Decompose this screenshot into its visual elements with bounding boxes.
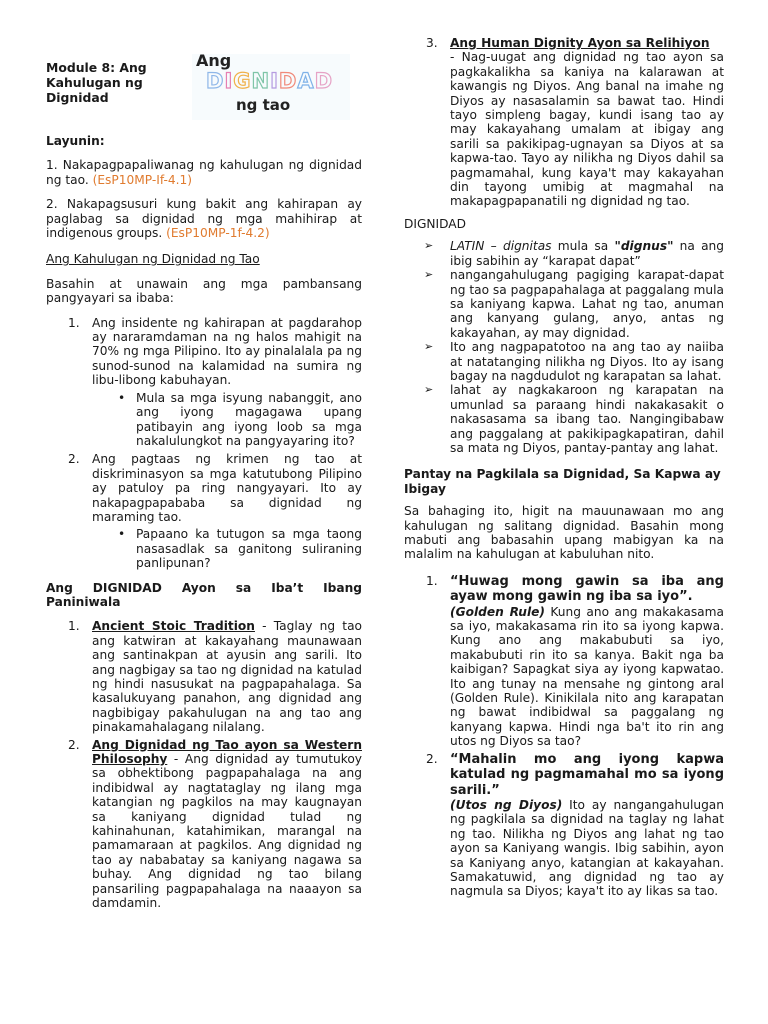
belief-title: Ang Dignidad ng Tao ayon sa Western Philosophy xyxy=(92,737,362,767)
objective-text: Nakapagsusuri kung bakit ang kahirapan ay paglabag sa dignidad ng mga mahihirap at indigenous groups. xyxy=(46,197,363,241)
event-item: 2. Ang pagtaas ng krimen ng tao at diskriminasyon sa mga katutubong Pilipino ay patuloy pa ring nangyayari. Ito ay nakapagpapababa sa dignidad ng maraming tao. xyxy=(68,452,362,524)
logo-bottom-text: ng tao xyxy=(236,96,291,114)
logo-letter: D xyxy=(206,69,225,93)
left-column xyxy=(46,0,362,914)
logo-letter: D xyxy=(278,69,298,93)
rule-item: 2. “Mahalin mo ang iyong kapwa katulad ng pagmamahal mo sa iyong sarili.” (Utos ng Diyos) Ito ay nangangahulugan ng pagkilala sa dignidad na taglay ng lahat ng tao. Nilikha ng Diyos ang lahat ng tao ayon sa Kaniyang wangis. Ibig sabihin, ayon sa Kaniyang anyo, katangian at kakayahan. Samakatuwid, ang dignidad ng tao ay nagmula sa Diyos; kaya't ito ay likas sa tao. xyxy=(426,751,724,899)
module-title: Module 8: Ang Kahulugan ng Dignidad xyxy=(46,60,147,105)
logo-letter: I xyxy=(224,69,234,93)
belief-item: 2. Ang Dignidad ng Tao ayon sa Western Philosophy - Ang dignidad ay tumutukoy sa obhektibong pagpapahalaga na ang indibidwal ay nagtataglay ng ilang mga katangian ng pagkilos na may kaugnayan sa kaniyang dignidad tulad ng kahinahunan, katahimikan, marangal na pamamaraan at pagkilos. Ang dignidad ng tao ay nababatay sa kaniyang nagawa sa buhay. Ang dignidad ng tao bilang pansariling pagpapahalaga na naaayon sa damdamin. xyxy=(68,737,362,911)
dignidad-point: ➢ LATIN – dignitas mula sa "dignus" na ang ibig sabihin ay “karapat dapat” xyxy=(424,239,724,268)
belief-item-3: 3. Ang Human Dignity Ayon sa Relihiyon - Nag-uugat ang dignidad ng tao ayon sa pagkakalikha sa kaniya na kalarawan at kawangis ng Diyos. Ang banal na imahe ng Diyos ay nasasalamin sa bawat tao. Hindi tayo simpleng bagay, kundi isang tao ay may kakayahang umalam at ibigay ang sarili sa pakikipag-ugnayan sa Diyos at sa kapwa-tao. Tayo ay nilikha ng Diyos dahil sa pagmamahal, kung kaya't may kakayahan din tayong umibig at magmahal na makapagpapanatili ng dignidad ng tao. xyxy=(426,36,724,209)
logo-dignidad-text xyxy=(206,69,334,93)
layunin-heading: Layunin: xyxy=(46,134,105,148)
logo-letter: I xyxy=(270,69,279,93)
rules-list xyxy=(404,574,724,899)
dignidad-heading: DIGNIDAD xyxy=(404,216,467,231)
paniniwala-heading-2: Paniniwala xyxy=(46,594,121,609)
logo-top-text: Ang xyxy=(196,51,232,70)
rule-item: 1. “Huwag mong gawin sa iba ang ayaw mong gawin ng iba sa iyo”. (Golden Rule) Kung ano ang makakasama sa iyo, makakasama rin ito sa iyong kapwa. Kung ano ang makabubuti sa iyo, makabubuti rin ito sa kanya. Bakit nga ba kaibigan? Sapagkat siya ay iyong kapwatao. Ito ang tunay na mensahe ng gintong aral (Golden Rule). Kinikilala nito ang karapatan ng bawat indibidwal sa paggalang ng kanyang kapwa. Hindi nga ba't ito rin ang utos ng Diyos sa tao? xyxy=(426,573,724,749)
objective-1: 1. Nakapagpapaliwanag ng kahulugan ng dignidad ng tao. (EsP10MP-If-4.1) xyxy=(46,158,363,187)
rule-label: (Golden Rule) xyxy=(450,604,545,619)
objective-text: Nakapagpapaliwanag ng kahulugan ng dignidad ng tao. xyxy=(46,158,363,187)
logo-letter: N xyxy=(251,69,271,93)
event-bullet: • Papaano ka tutugon sa mga taong nasasadlak sa ganitong suliraning panlipunan? xyxy=(118,527,362,571)
rule-quote: “Huwag mong gawin sa iba ang ayaw mong gawin ng iba sa iyo”. xyxy=(450,573,724,605)
kahulugan-heading: Ang Kahulugan ng Dignidad ng Tao xyxy=(46,252,260,267)
beliefs-list xyxy=(46,619,362,910)
objective-2: 2. Nakapagsusuri kung bakit ang kahirapan ay paglabag sa dignidad ng mga mahihirap at indigenous groups. (EsP10MP-1f-4.2) xyxy=(46,197,363,241)
arrow-bullet-icon: ➢ xyxy=(424,340,434,354)
pantay-heading: Pantay na Pagkilala sa Dignidad, Sa Kapwa ay Ibigay xyxy=(404,467,721,496)
belief-title: Ancient Stoic Tradition xyxy=(92,619,255,634)
intro-text: Basahin at unawain ang mga pambansang pangyayari sa ibaba: xyxy=(46,276,362,306)
dignidad-point: ➢ nangangahulugang pagiging karapat-dapat ng tao sa pagpapahalaga at paggalang mula sa kaniyang kapwa. Lahat ng tao, anuman ang kanyang gulang, anyo, antas ng kakayahan, ay may dignidad. xyxy=(424,268,724,340)
objective-code: (EsP10MP-1f-4.2) xyxy=(166,226,270,241)
logo-letter: G xyxy=(233,69,252,93)
right-column xyxy=(404,36,724,902)
rule-quote: “Mahalin mo ang iyong kapwa katulad ng pagmamahal mo sa iyong sarili.” xyxy=(450,751,724,798)
arrow-bullet-icon: ➢ xyxy=(424,239,434,253)
event-item: 1. Ang insidente ng kahirapan at pagdarahop ay nararamdaman na ng halos mahigit na 70% ng mga Pilipino. Ito ay pinalalala pa ng sunod-sunod na kalamidad na sumira ng libu-libong kabuhayan. xyxy=(68,315,362,388)
event-bullet: • Mula sa mga isyung nabanggit, ano ang iyong magagawa upang patibayin ang iyong loob sa mga nakalulungkot na pangyayaring ito? xyxy=(118,390,362,448)
arrow-bullet-icon: ➢ xyxy=(424,268,434,282)
objective-code: (EsP10MP-If-4.1) xyxy=(92,172,192,187)
belief-title: Ang Human Dignity Ayon sa Relihiyon xyxy=(450,36,710,50)
belief-item: 1. Ancient Stoic Tradition - Taglay ng tao ang katwiran at kakayahang maunawaan ang santinakpan at ayusin ang sarili. Ito ang nagbigay sa tao ng dignidad na katulad ng hindi nasusukat na pagpapahalaga. Sa kasalukuyang panahon, ang dignidad ang nagbibigay pakahulugan na ang tao ang pinakamahalagang nilalang. xyxy=(68,619,362,735)
arrow-bullet-icon: ➢ xyxy=(424,383,434,397)
events-list xyxy=(46,316,362,571)
logo-letter: A xyxy=(297,69,315,93)
pantay-intro: Sa bahaging ito, higit na mauunawaan mo ang kahulugan ng salitang dignidad. Basahin mong mabuti ang babasahin upang mabigyan ka na malalim na kahulugan at kabuluhan nito. xyxy=(404,504,724,562)
paniniwala-heading: Ang DIGNIDAD Ayon sa Iba’t Ibang xyxy=(46,580,362,595)
module-header xyxy=(46,51,362,150)
dignidad-point: ➢ Ito ang nagpapatotoo na ang tao ay naiiba at natatanging nilikha ng Diyos. Ito ay isang bagay na nagdudulot ng karapatan sa lahat. xyxy=(424,340,724,383)
dignidad-point: ➢ lahat ay nagkakaroon ng karapatan na umunlad sa paraang hindi nakakasakit o nakasasama sa ibang tao. Nangingibabaw ang paggalang at pakikipagkapatiran, dahil sa mata ng Diyos, pantay-pantay ang lahat. xyxy=(424,383,724,455)
rule-label: (Utos ng Diyos) xyxy=(450,797,563,812)
logo-letter: D xyxy=(314,69,334,93)
dignidad-logo xyxy=(192,51,350,120)
dignidad-points xyxy=(404,239,724,455)
